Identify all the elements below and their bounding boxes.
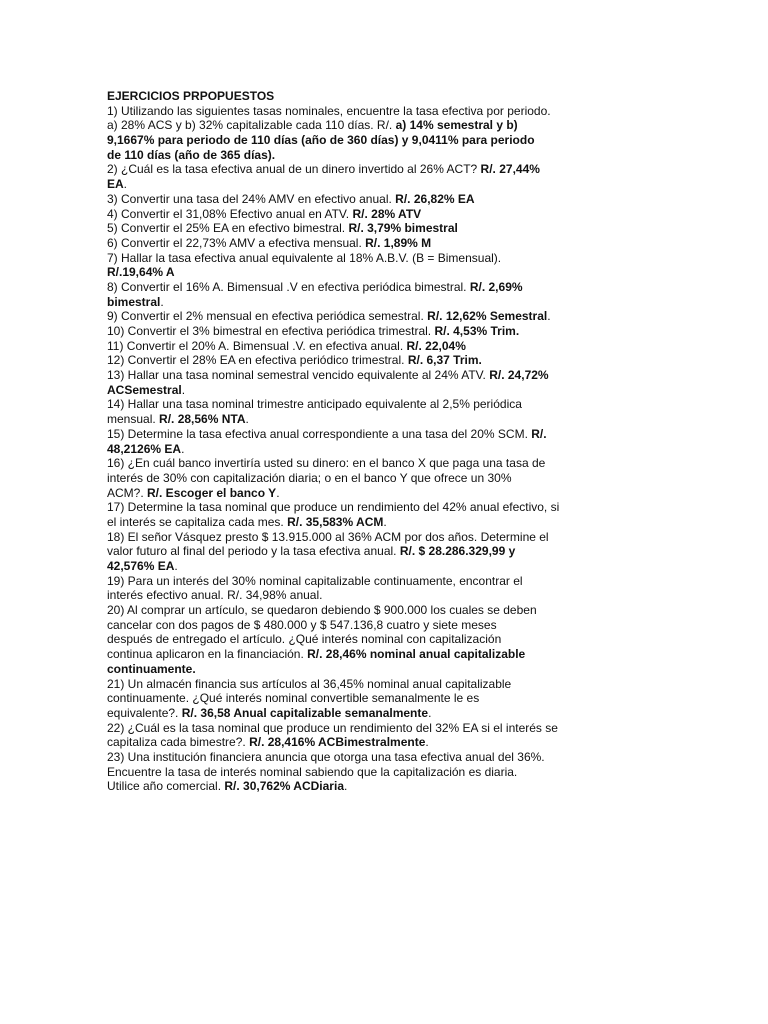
- line-answer-bold: R/. Escoger el banco Y: [147, 485, 277, 500]
- line-text: ACM?.: [107, 485, 148, 500]
- line-answer-bold: R/. 28,56% NTA: [159, 412, 246, 427]
- exercise-lines: [107, 104, 757, 794]
- line-answer-bold: R/.: [531, 426, 547, 441]
- line-text: Utilice año comercial.: [107, 779, 225, 794]
- text-line: [107, 706, 757, 721]
- line-text: 17) Determine la tasa nominal que produce un rendimiento del 42% anual efectivo, si: [107, 500, 560, 515]
- line-answer-bold: R/. 28,416% ACBimestralmente: [249, 735, 426, 750]
- line-text: equivalente?.: [107, 705, 182, 720]
- text-line: [107, 265, 757, 280]
- line-answer-bold: R/. 22,04%: [406, 338, 466, 353]
- line-trailing-text: .: [344, 779, 348, 794]
- line-text: 7) Hallar la tasa efectiva anual equivalente al 18% A.B.V. (B = Bimensual).: [107, 250, 502, 265]
- line-text: después de entregado el artículo. ¿Qué interés nominal con capitalización: [107, 632, 502, 647]
- line-text: 10) Convertir el 3% bimestral en efectiva periódica trimestral.: [107, 324, 435, 338]
- line-trailing-text: .: [245, 412, 249, 427]
- line-text: 16) ¿En cuál banco invertiría usted su dinero: en el banco X que paga una tasa de: [107, 456, 546, 471]
- line-text: 3) Convertir una tasa del 24% AMV en efectivo anual.: [107, 191, 396, 206]
- line-answer-bold: continuamente.: [107, 661, 196, 676]
- text-line: [107, 221, 757, 236]
- text-line: [107, 162, 757, 177]
- line-text: 2) ¿Cuál es la tasa efectiva anual de un dinero invertido al 26% ACT?: [107, 162, 481, 177]
- line-answer-bold: de 110 días (año de 365 días).: [107, 147, 276, 162]
- line-answer-bold: R/. 6,37 Trim.: [407, 353, 482, 368]
- text-line: [107, 104, 757, 119]
- line-text: 5) Convertir el 25% EA en efectivo bimestral.: [107, 221, 349, 236]
- text-line: [107, 324, 757, 339]
- line-answer-bold: R/. $ 28.286.329,99 y: [399, 544, 516, 559]
- text-line: [107, 471, 757, 486]
- line-text: valor futuro al final del periodo y la tasa efectiva anual.: [107, 544, 400, 559]
- text-line: [107, 412, 757, 427]
- text-line: [107, 544, 757, 559]
- line-trailing-text: .: [276, 485, 280, 500]
- line-answer-bold: 42,576% EA: [107, 559, 175, 573]
- text-line: [107, 559, 757, 574]
- text-line: [107, 133, 757, 148]
- line-text: 15) Determine la tasa efectiva anual correspondiente a una tasa del 20% SCM.: [107, 426, 532, 441]
- line-answer-bold: ACSemestral: [107, 382, 182, 397]
- line-text: capitaliza cada bimestre?.: [107, 735, 250, 750]
- text-line: [107, 236, 757, 251]
- line-text: 21) Un almacén financia sus artículos al 36,45% nominal anual capitalizable: [107, 676, 512, 691]
- text-line: [107, 765, 757, 780]
- text-line: [107, 603, 757, 618]
- line-trailing-text: .: [123, 177, 128, 192]
- text-line: [107, 251, 757, 266]
- text-line: [107, 427, 757, 442]
- line-answer-bold: R/. 26,82% EA: [395, 191, 475, 206]
- line-text: a) 28% ACS y b) 32% capitalizable cada 110 días. R/.: [107, 118, 396, 133]
- text-line: [107, 383, 757, 398]
- line-text: 13) Hallar una tasa nominal semestral vencido equivalente al 24% ATV.: [107, 368, 490, 383]
- line-text: interés de 30% con capitalización diaria; o en el banco Y que ofrece un 30%: [107, 470, 512, 485]
- line-answer-bold: R/.19,64% A: [107, 265, 175, 280]
- text-line: [107, 456, 757, 471]
- line-answer-bold: a) 14% semestral y b): [395, 118, 518, 133]
- line-answer-bold: R/. 28,46% nominal anual capitalizable: [307, 647, 526, 662]
- line-answer-bold: R/. 30,762% ACDiaria: [224, 779, 344, 794]
- line-trailing-text: .: [425, 735, 429, 750]
- text-line: [107, 750, 757, 765]
- line-text: Encuentre la tasa de interés nominal sabiendo que la capitalización es diaria.: [107, 764, 518, 779]
- line-answer-bold: R/. 3,79% bimestral: [348, 221, 458, 236]
- text-line: [107, 662, 757, 677]
- line-answer-bold: R/. 4,53% Trim.: [434, 324, 520, 338]
- line-trailing-text: .: [383, 514, 387, 529]
- line-trailing-text: .: [547, 309, 551, 324]
- text-line: [107, 339, 757, 354]
- text-line: [107, 309, 757, 324]
- line-answer-bold: R/. 1,89% M: [365, 235, 432, 250]
- line-text: 20) Al comprar un artículo, se quedaron debiendo $ 900.000 los cuales se deben: [107, 603, 537, 618]
- text-line: [107, 691, 757, 706]
- line-text: interés efectivo anual. R/. 34,98% anual.: [107, 588, 323, 603]
- exercise-list: [107, 89, 757, 794]
- text-line: [107, 177, 757, 192]
- text-line: [107, 721, 757, 736]
- line-text: cancelar con dos pagos de $ 480.000 y $ 547.136,8 cuatro y siete meses: [107, 617, 497, 632]
- text-line: [107, 588, 757, 603]
- text-line: [107, 148, 757, 163]
- text-line: [107, 677, 757, 692]
- line-answer-bold: R/. 36,58 Anual capitalizable semanalmente: [181, 705, 429, 720]
- text-line: [107, 442, 757, 457]
- text-line: [107, 397, 757, 412]
- text-line: [107, 500, 757, 515]
- text-line: [107, 353, 757, 368]
- text-line: [107, 295, 757, 310]
- line-text: continua aplicaron en la financiación.: [107, 647, 308, 662]
- line-text: 18) El señor Vásquez presto $ 13.915.000 al 36% ACM por dos años. Determine el: [107, 529, 549, 544]
- line-text: 1) Utilizando las siguientes tasas nominales, encuentre la tasa efectiva por periodo.: [107, 103, 551, 118]
- line-text: 4) Convertir el 31,08% Efectivo anual en ATV.: [107, 206, 353, 221]
- line-trailing-text: .: [174, 559, 178, 573]
- line-text: 12) Convertir el 28% EA en efectiva periódico trimestral.: [107, 353, 408, 368]
- document-title: EJERCICIOS PRPOPUESTOS: [107, 89, 275, 103]
- line-answer-bold: R/. 28% ATV: [352, 206, 422, 221]
- text-line: [107, 530, 757, 545]
- line-text: 6) Convertir el 22,73% AMV a efectiva mensual.: [107, 235, 366, 250]
- text-line: [107, 192, 757, 207]
- text-line: [107, 515, 757, 530]
- text-line: [107, 118, 757, 133]
- line-text: mensual.: [107, 412, 160, 427]
- text-line: [107, 618, 757, 633]
- line-text: 11) Convertir el 20% A. Bimensual .V. en efectiva anual.: [107, 338, 407, 353]
- line-answer-bold: R/. 2,69%: [469, 279, 523, 294]
- line-answer-bold: R/. 12,62% Semestral: [427, 309, 548, 324]
- line-text: 19) Para un interés del 30% nominal capitalizable continuamente, encontrar el: [107, 573, 523, 588]
- line-trailing-text: .: [181, 382, 186, 397]
- line-answer-bold: bimestral: [107, 294, 161, 309]
- text-line: [107, 647, 757, 662]
- text-line: [107, 280, 757, 295]
- line-answer-bold: EA: [107, 177, 124, 192]
- line-trailing-text: .: [181, 441, 185, 456]
- text-line: [107, 632, 757, 647]
- line-trailing-text: .: [428, 705, 432, 720]
- text-line: [107, 207, 757, 222]
- line-text: continuamente. ¿Qué interés nominal convertible semanalmente le es: [107, 691, 480, 706]
- line-answer-bold: R/. 35,583% ACM: [287, 514, 384, 529]
- line-answer-bold: R/. 27,44%: [480, 162, 540, 177]
- line-text: el interés se capitaliza cada mes.: [107, 514, 288, 529]
- text-line: [107, 486, 757, 501]
- line-text: 23) Una institución financiera anuncia que otorga una tasa efectiva anual del 36%.: [107, 749, 545, 764]
- text-line: [107, 779, 757, 794]
- text-line: [107, 735, 757, 750]
- text-line: [107, 574, 757, 589]
- line-answer-bold: 48,2126% EA: [107, 441, 182, 456]
- line-answer-bold: 9,1667% para periodo de 110 días (año de 360 días) y 9,0411% para periodo: [107, 133, 535, 148]
- line-text: 22) ¿Cuál es la tasa nominal que produce un rendimiento del 32% EA si el interés se: [107, 720, 558, 735]
- text-line: [107, 368, 757, 383]
- line-text: 9) Convertir el 2% mensual en efectiva periódica semestral.: [107, 309, 428, 324]
- line-text: 8) Convertir el 16% A. Bimensual .V en efectiva periódica bimestral.: [107, 279, 470, 294]
- line-trailing-text: .: [160, 294, 164, 309]
- line-text: 14) Hallar una tasa nominal trimestre anticipado equivalente al 2,5% periódica: [107, 397, 522, 412]
- line-answer-bold: R/. 24,72%: [489, 368, 549, 383]
